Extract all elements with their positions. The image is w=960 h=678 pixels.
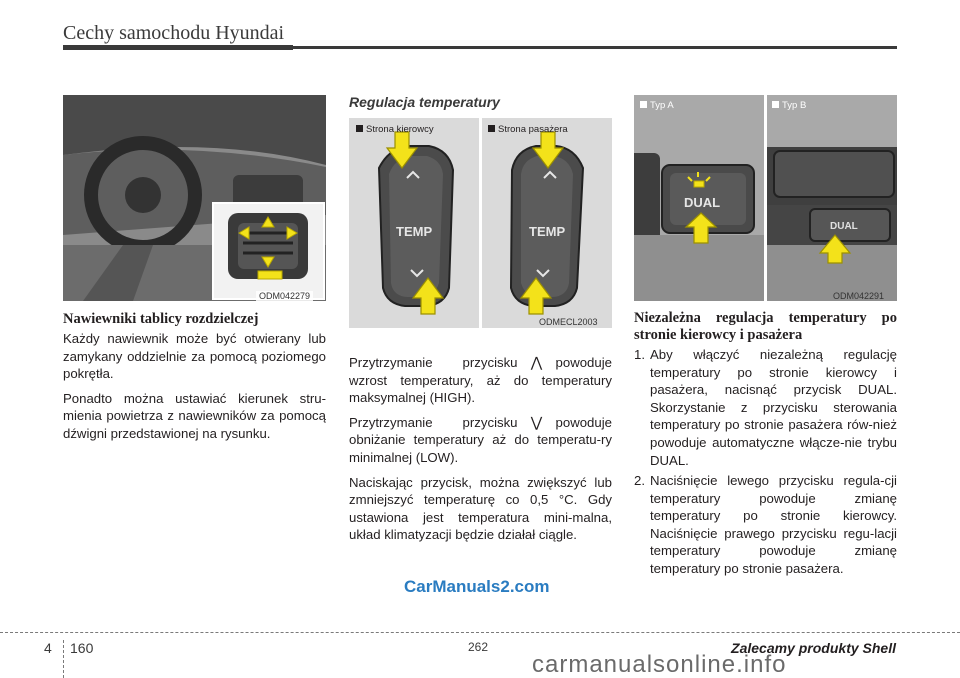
bullet-square-icon: [640, 101, 647, 108]
footer-slogan: Zalecamy produkty Shell: [731, 640, 896, 656]
page-header-title: Cechy samochodu Hyundai: [63, 22, 285, 44]
dual-list-item-1: 1. Aby włączyć niezależną regulację temperatury po stronie kierowcy i pasażera, nacisnąć przycisk DUAL. Skorzystanie z przycisku sterowania temperatury po stronie pasażera rów-nież powoduje automatyczne włącze-nie trybu DUAL.: [634, 347, 897, 468]
vents-body-text: [63, 330, 326, 450]
label-type-b: Typ B: [772, 100, 806, 111]
footer-page-center: 262: [468, 640, 489, 654]
vents-paragraph-1: Każdy nawiewnik może być otwierany lub zamykany oddzielnie za pomocą poziomego pokrętła.: [63, 331, 326, 382]
svg-text:DUAL: DUAL: [830, 221, 858, 232]
dual-button-photo: [634, 95, 897, 301]
label-driver-side: Strona kierowcy: [356, 124, 434, 135]
image-code-middle: ODMECL2003: [539, 317, 598, 327]
footer-separator: [63, 640, 64, 678]
vents-paragraph-2: Ponadto można ustawiać kierunek stru-mienia powietrza z nawiewników za pomocą dźwigni przedstawionej na rysunku.: [63, 390, 326, 441]
temp-paragraph-3: Naciskając przycisk, można zwiększyć lub zmniejszyć temperaturę co 0,5 °C. Gdy ustawiona jest temperatura mini-malna, układ klimatyzacji będzie działał ciągle.: [349, 474, 612, 543]
up-chevron-icon: ⋀: [530, 354, 543, 370]
svg-text:TEMP: TEMP: [396, 224, 433, 239]
footer-site-mark[interactable]: carmanualsonline.info: [532, 651, 787, 678]
watermark-link[interactable]: CarManuals2.com: [404, 577, 550, 596]
section-heading-vents: Nawiewniki tablicy rozdzielczej: [63, 311, 259, 327]
bullet-square-icon: [488, 125, 495, 132]
temp-paragraph-1: Przytrzymanie przycisku ⋀ powoduje wzrost temperatury, aż do temperatury maksymalnej (HIGH).: [349, 354, 612, 406]
bullet-square-icon: [356, 125, 363, 132]
bullet-square-icon: [772, 101, 779, 108]
label-type-a: Typ A: [640, 100, 674, 111]
footer-rule: [0, 632, 960, 633]
temp-paragraph-2: Przytrzymanie przycisku ⋁ powoduje obniżanie temperatury aż do temperatu-ry minimalnej (LOW).: [349, 413, 612, 465]
section-heading-dual: Niezależna regulacja temperatury po stronie kierowcy i pasażera: [634, 310, 897, 343]
svg-text:TEMP: TEMP: [529, 224, 566, 239]
temperature-body-text: [349, 354, 612, 551]
section-subheading-temperature: Regulacja temperatury: [349, 94, 500, 110]
temp-buttons-photo: [349, 118, 612, 328]
image-code-right: ODM042291: [833, 291, 885, 301]
dual-list-item-2: 2. Naciśnięcie lewego przycisku regula-cji temperatury powoduje zmianę temperatury po stronie kierowcy. Naciśnięcie prawego przycisku regu-lacji temperatury powoduje zmianę temperatury po stronie pasażera.: [634, 473, 897, 576]
svg-text:DUAL: DUAL: [684, 195, 721, 210]
header-rule-accent: [63, 45, 293, 50]
footer-chapter-number: 4: [44, 640, 52, 656]
dashboard-vent-photo: [63, 95, 326, 301]
footer-page-number: 160: [70, 640, 94, 656]
down-chevron-icon: ⋁: [530, 413, 543, 430]
image-code-left: ODM042279: [256, 291, 313, 301]
label-passenger-side: Strona pasażera: [488, 124, 568, 135]
